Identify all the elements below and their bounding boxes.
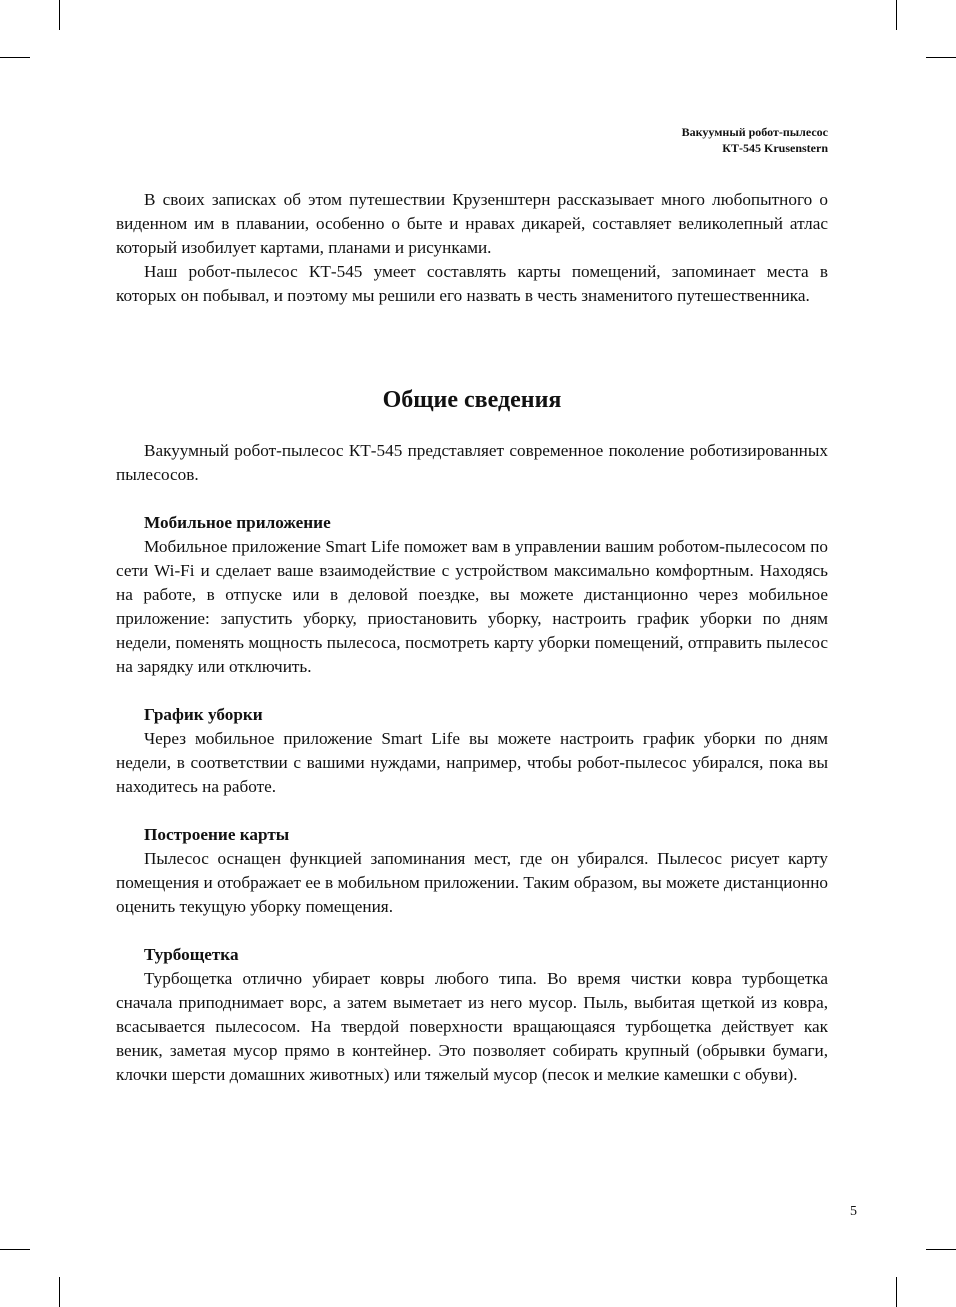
- subsection-text: Пылесос оснащен функцией запоминания мест, где он убирался. Пылесос рисует карту помещения и отображает ее в мобильном приложении. Таким образом, вы можете дистанционно оценить текущую уборку помещения.: [116, 849, 828, 916]
- page-number: 5: [850, 1204, 857, 1219]
- running-header: [682, 124, 828, 156]
- crop-mark: [59, 1277, 60, 1307]
- section-intro: Вакуумный робот-пылесос КТ-545 представляет современное поколение роботизированных пылесосов.: [116, 441, 828, 484]
- subsection-mobile-app: [116, 511, 828, 679]
- subsection-heading: Турбощетка: [144, 945, 239, 964]
- crop-mark: [59, 0, 60, 30]
- header-line-2: КТ-545 Krusenstern: [722, 141, 828, 155]
- subsection-text: Турбощетка отлично убирает ковры любого типа. Во время чистки ковра турбощетка сначала приподнимает ворс, а затем выметает из него мусор. Пыль, выбитая щеткой из ковра, всасывается пылесосом. На твердой поверхности вращающаяся турбощетка действует как веник, заметая мусор прямо в контейнер. Это позволяет собирать крупный (обрывки бумаги, клочки шерсти домашних животных) или тяжелый мусор (песок и мелкие камешки с обуви).: [116, 969, 828, 1084]
- crop-mark: [0, 1249, 30, 1250]
- subsection-heading: График уборки: [144, 705, 263, 724]
- section-title: Общие сведения: [382, 387, 562, 413]
- crop-mark: [926, 57, 956, 58]
- subsection-schedule: [116, 703, 828, 799]
- crop-mark: [896, 0, 897, 30]
- subsection-text: Через мобильное приложение Smart Life вы можете настроить график уборки по дням недели, в соответствии с вашими нуждами, например, чтобы робот-пылесос убирался, пока вы находитесь на работе.: [116, 729, 828, 796]
- subsection-heading: Построение карты: [144, 825, 290, 844]
- intro-paragraph-2: Наш робот-пылесос КТ-545 умеет составлять карты помещений, запоминает места в которых он побывал, и поэтому мы решили его назвать в честь знаменитого путешественника.: [116, 262, 828, 305]
- header-line-1: Вакуумный робот-пылесос: [681, 125, 828, 139]
- subsection-turbobrush: [116, 943, 828, 1087]
- subsection-heading: Мобильное приложение: [144, 513, 331, 532]
- subsection-text: Мобильное приложение Smart Life поможет вам в управлении вашим роботом-пылесосом по сети Wi-Fi и сделает ваше взаимодействие с устройством максимально комфортным. Находясь на работе, в отпуске или в деловой поездке, вы можете дистанционно через мобильное приложение: запустить уборку, приостановить уборку, настроить график уборки по дням недели, поменять мощность пылесоса, посмотреть карту уборки помещений, отправить пылесос на зарядку или отключить.: [116, 537, 828, 676]
- crop-mark: [0, 57, 30, 58]
- subsection-mapping: [116, 823, 828, 919]
- crop-mark: [926, 1249, 956, 1250]
- crop-mark: [896, 1277, 897, 1307]
- page-content: [116, 188, 828, 1087]
- intro-paragraph-1: В своих записках об этом путешествии Крузенштерн рассказывает много любопытного о виденном им в плавании, особенно о быте и нравах дикарей, составляет великолепный атлас который изобилует картами, планами и рисунками.: [116, 190, 828, 257]
